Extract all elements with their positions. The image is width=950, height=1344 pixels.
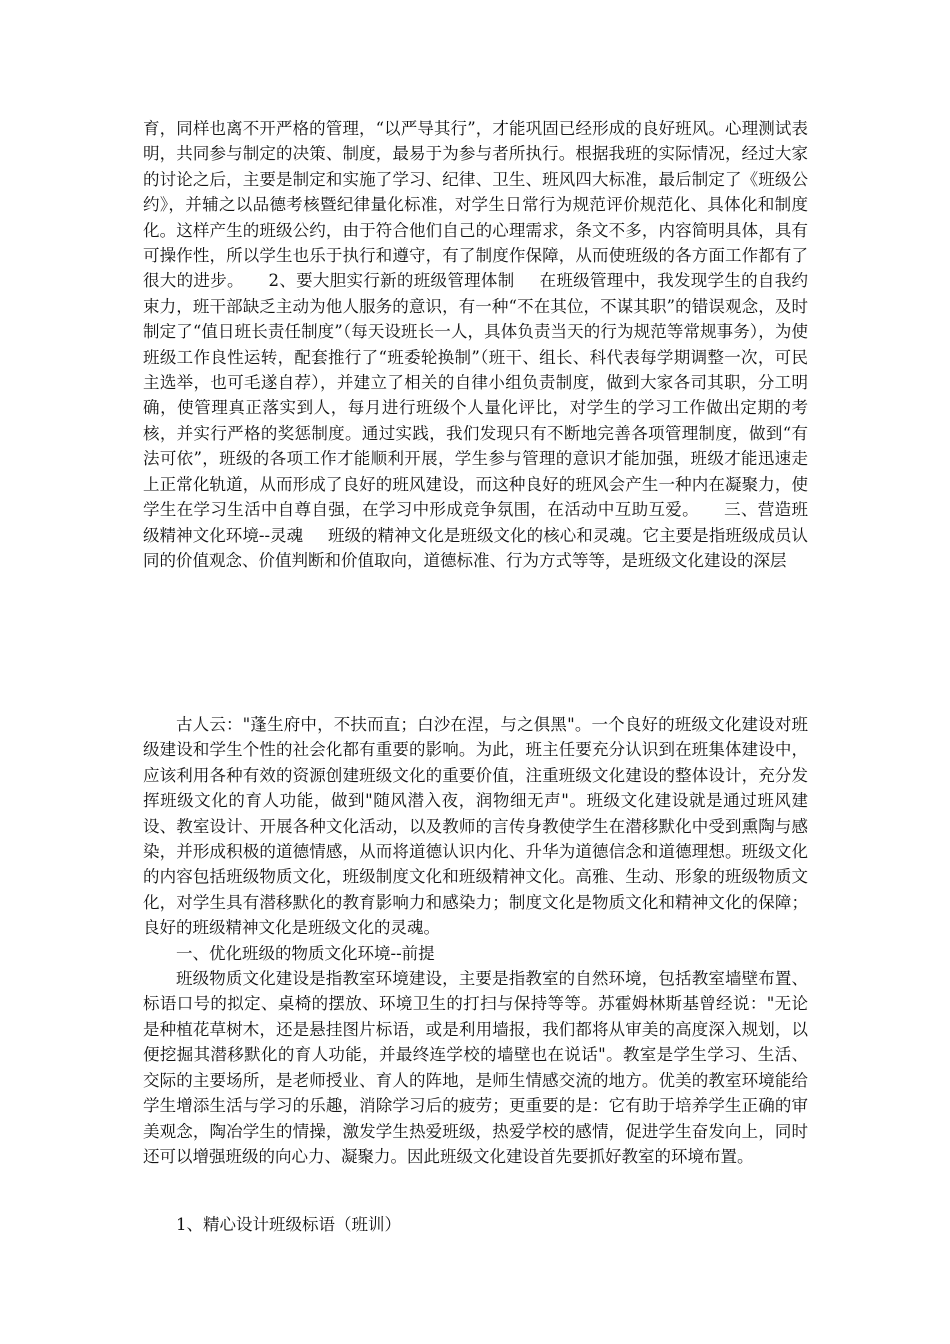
paragraph-management-system: 在班级管理中，我发现学生的自我约束力，班干部缺乏主动为他人服务的意识，有一种“不在其位，不谋其职”的错误观念，及时制定了“值日班长责任制度”（每天设班长一人，具体负责当天的行为规范等常规事务），为使班级工作良性运转，配套推行了“班委轮换制”（班干、组长、科代表每学期调整一次，可民主选举，也可毛遂自荐），并建立了相关的自律小组负责制度，做到大家各司其职，分工明确，使管理真正落实到人，每月进行班级个人量化评比，对学生的学习工作做出定期的考核，并实行严格的奖惩制度。通过实践，我们发现只有不断地完善各项管理制度，做到“有法可依”，班级的各项工作才能顺利开展，学生参与管理的意识才能加强，班级才能迅速走上正常化轨道，从而形成了良好的班风建设，而这种良好的班风会产生一种内在凝聚力，使学生在学习生活中自尊自强，在学习中形成竞争氛围，在活动中互助互爱。: [143, 271, 809, 520]
text-block-management: [143, 116, 808, 573]
section-heading-material-culture: 一、优化班级的物质文化环境--前提: [176, 943, 435, 963]
subheading-spiritual-culture: 三、营造班级精神文化环境--灵魂: [143, 500, 809, 545]
subheading-management-system: 2、要大胆实行新的班级管理体制: [268, 271, 515, 291]
paragraph-material-culture: 班级物质文化建设是指教室环境建设，主要是指教室的自然环境，包括教室墙壁布置、标语口号的拟定、桌椅的摆放、环境卫生的打扫与保持等等。苏霍姆林斯基曾经说："无论是种植花草树木，还是悬挂图片标语，或是利用墙报，我们都将从审美的高度深入规划，以便挖掘其潜移默化的育人功能，并最终连学校的墙壁也在说话"。教室是学生学习、生活、交际的主要场所，是老师授业、育人的阵地，是师生情感交流的地方。优美的教室环境能给学生增添生活与学习的乐趣，消除学习后的疲劳；更重要的是：它有助于培养学生正确的审美观念，陶冶学生的情操，激发学生热爱班级，热爱学校的感情，促进学生奋发向上，同时还可以增强班级的向心力、凝聚力。因此班级文化建设首先要抓好教室的环境布置。: [143, 969, 808, 1166]
paragraph-intro: 古人云："蓬生府中，不扶而直；白沙在涅，与之俱黑"。一个良好的班级文化建设对班级建设和学生个性的社会化都有重要的影响。为此，班主任要充分认识到在班集体建设中，应该利用各种有效的资源创建班级文化的重要价值，注重班级文化建设的整体设计，充分发挥班级文化的育人功能，做到"随风潜入夜，润物细无声"。班级文化建设就是通过班风建设、教室设计、开展各种文化活动，以及教师的言传身教使学生在潜移默化中受到熏陶与感染，并形成积极的道德情感，从而将道德认识内化、升华为道德信念和道德理想。班级文化的内容包括班级物质文化，班级制度文化和班级精神文化。高雅、生动、形象的班级物质文化，对学生具有潜移默化的教育影响力和感染力；制度文化是物质文化和精神文化的保障；良好的班级精神文化是班级文化的灵魂。: [143, 715, 808, 938]
text-block-class-culture: [143, 712, 808, 1169]
paragraph-spiritual-culture: 班级的精神文化是班级文化的核心和灵魂。它主要是指班级成员认同的价值观念、价值判断和价值取向，道德标准、行为方式等等，是班级文化建设的深层: [143, 525, 808, 570]
heading-class-slogan: 1、精心设计班级标语（班训）: [176, 1215, 401, 1234]
paragraph-class-rules: 育，同样也离不开严格的管理，“以严导其行”，才能巩固已经形成的良好班风。心理测试表明，共同参与制定的决策、制度，最易于为参与者所执行。根据我班的实际情况，经过大家的讨论之后，主要是制定和实施了学习、纪律、卫生、班风四大标准，最后制定了《班级公约》，并辅之以品德考核暨纪律量化标准，对学生日常行为规范评价规范化、具体化和制度化。这样产生的班级公约，由于符合他们自己的心理需求，条文不多，内容简明具体，具有可操作性，所以学生也乐于执行和遵守，有了制度作保障，从而使班级的各方面工作都有了很大的进步。: [143, 119, 808, 291]
